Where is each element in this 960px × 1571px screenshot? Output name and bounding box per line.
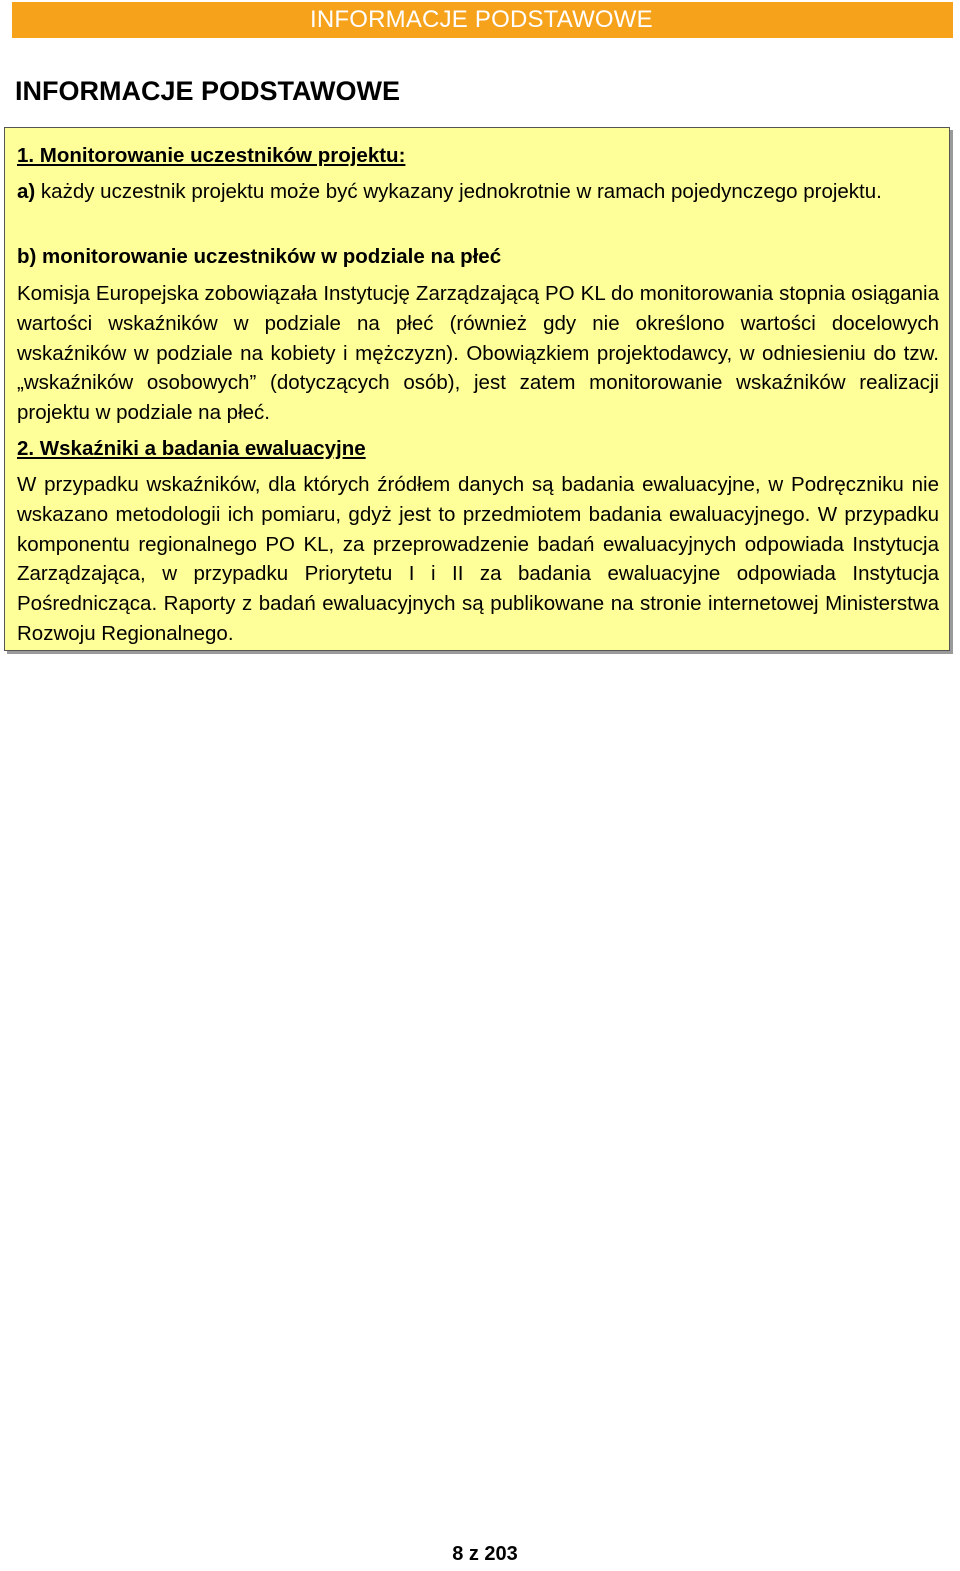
section-2-title-text: 2. Wskaźniki a badania ewaluacyjne <box>17 437 366 460</box>
point-b-title-text: b) monitorowanie uczestników w podziale na płeć <box>17 245 502 268</box>
header-bar-title: INFORMACJE PODSTAWOWE <box>310 6 653 33</box>
section-2-paragraph: W przypadku wskaźników, dla których źródłem danych są badania ewaluacyjne, w Podręczniku nie wskazano metodologii ich pomiaru, gdyż jest to przedmiotem badania ewaluacyjnego. W przypadku komponentu regionalnego PO KL, za przeprowadzenie badań ewaluacyjnych odpowiada Instytucja Zarządzająca, w przypadku Priorytetu I i II za badania ewaluacyjne odpowiada Instytucja Pośrednicząca. Raporty z badań ewaluacyjnych są publikowane na stronie internetowej Ministerstwa Rozwoju Regionalnego. <box>17 473 939 645</box>
section-2-title <box>17 434 939 464</box>
point-b-title <box>17 242 939 272</box>
info-box <box>4 127 950 651</box>
section-1-title <box>17 141 939 171</box>
point-a-label: a) <box>17 180 36 203</box>
page-title: INFORMACJE PODSTAWOWE <box>15 76 401 106</box>
page-number: 8 z 203 <box>452 1543 518 1565</box>
point-a-text: każdy uczestnik projektu może być wykazany jednokrotnie w ramach pojedynczego projektu. <box>35 180 882 203</box>
point-b-paragraph: Komisja Europejska zobowiązała Instytucję Zarządzającą PO KL do monitorowania stopnia osiągania wartości wskaźników w podziale na płeć (również gdy nie określono wartości docelowych wskaźników w podziale na kobiety i mężczyzn). Obowiązkiem projektodawcy, w odniesieniu do tzw. „wskaźników osobowych” (dotyczących osób), jest zatem monitorowanie wskaźników realizacji projektu w podziale na płeć. <box>17 282 939 425</box>
section-1-title-text: 1. Monitorowanie uczestników projektu: <box>17 144 406 167</box>
header-bar <box>12 2 953 38</box>
point-a <box>17 177 939 207</box>
